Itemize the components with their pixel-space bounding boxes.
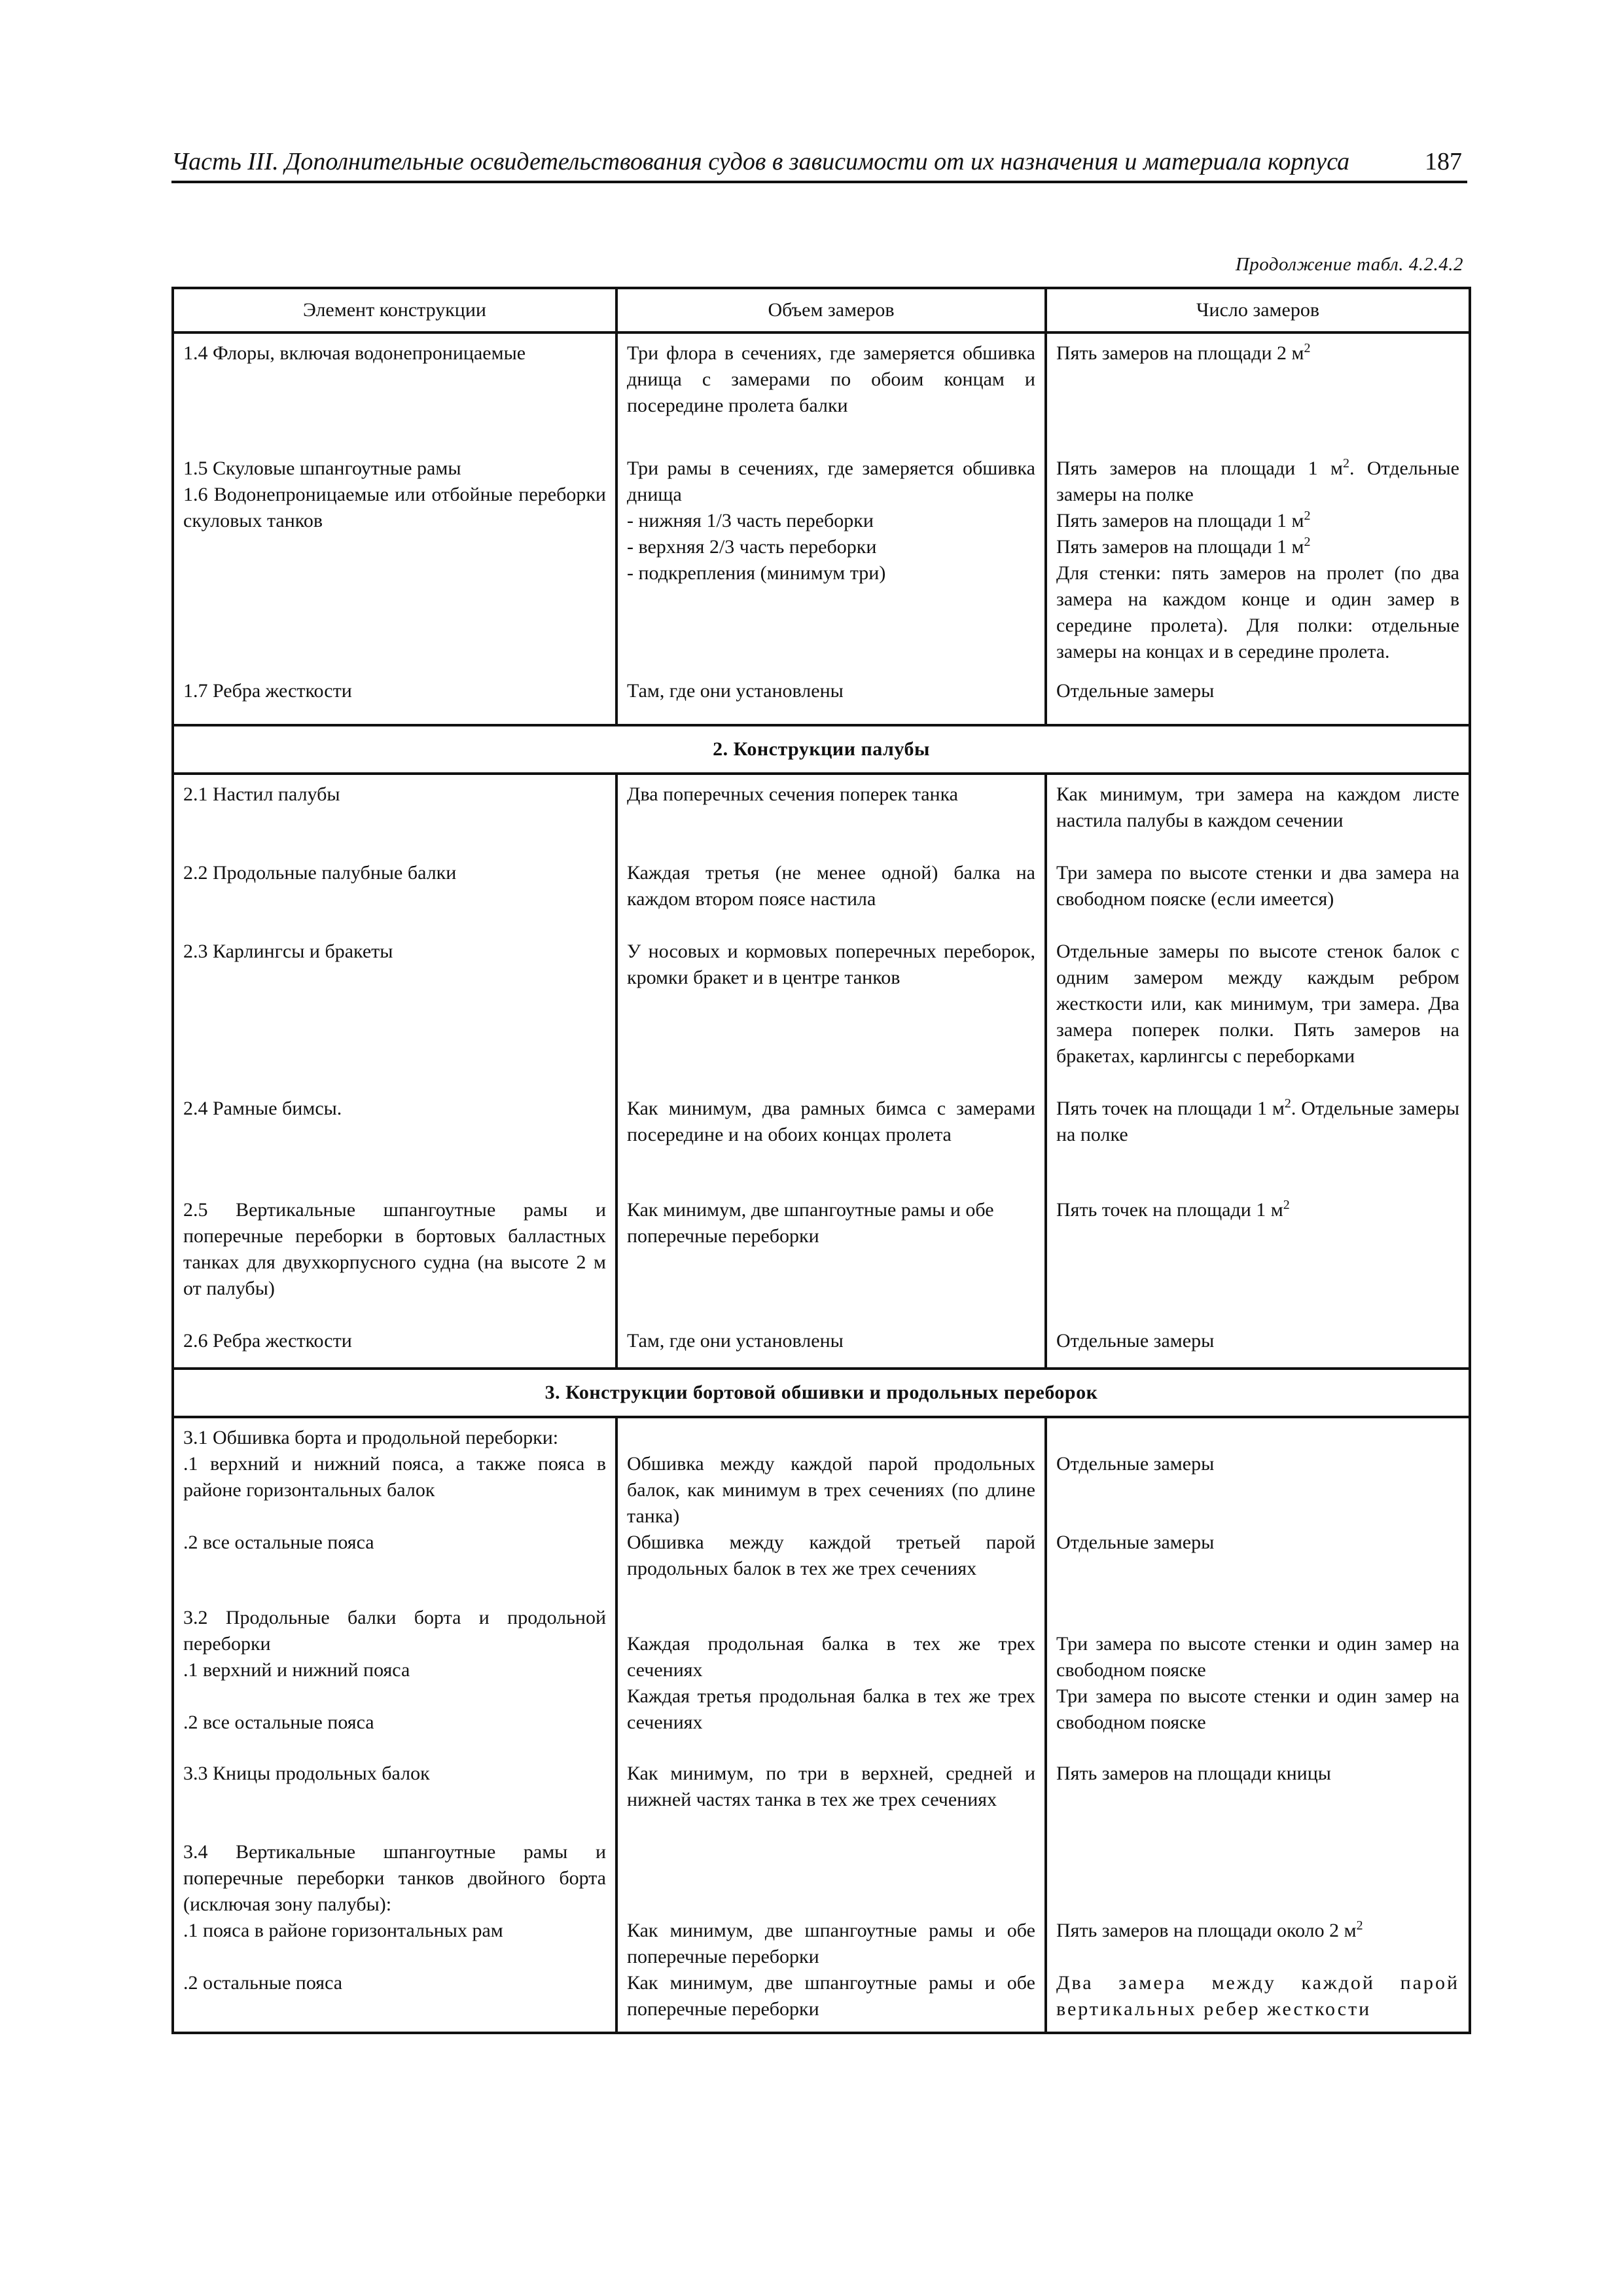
scope-text: Три рамы в сечениях, где замеряется обшивка днища bbox=[627, 457, 1035, 505]
element-cell bbox=[173, 1754, 616, 1833]
count-text: Пять точек на площади 1 $м^2$ bbox=[1056, 1198, 1290, 1221]
element-text: .2 остальные пояса bbox=[183, 1972, 343, 1994]
table-row bbox=[173, 332, 1470, 449]
element-cell bbox=[173, 672, 616, 725]
running-title: Часть III. Дополнительные освидетельствования судов в зависимости от их назначения и материала корпуса bbox=[171, 148, 1350, 175]
running-header bbox=[171, 143, 1467, 183]
count-cell bbox=[1046, 1598, 1470, 1754]
table-row bbox=[173, 853, 1470, 932]
count-cell bbox=[1046, 1089, 1470, 1191]
element-text: 3.4 Вертикальные шпангоутные рамы и поперечные переборки танков двойного борта (исключая зону палубы): bbox=[183, 1841, 606, 1915]
element-cell bbox=[173, 1089, 616, 1191]
scope-cell bbox=[616, 672, 1046, 725]
element-cell bbox=[173, 1417, 616, 1598]
table-caption: Продолжение табл. 4.2.4.2 bbox=[1235, 254, 1463, 275]
count-text: Два замера между каждой парой вертикальных ребер жесткости bbox=[1056, 1972, 1459, 2020]
scope-text: Каждая продольная балка в тех же трех сечениях bbox=[627, 1633, 1035, 1681]
count-cell bbox=[1046, 1833, 1470, 2033]
table-row bbox=[173, 1321, 1470, 1369]
count-text: Пять замеров на площади 1 $м^2$ bbox=[1056, 535, 1311, 558]
element-cell bbox=[173, 332, 616, 449]
count-text: Для стенки: пять замеров на пролет (по два замера на каждом конце и один замер в середине пролета). Для полки: отдельные замеры на концах и в середине пролета. bbox=[1056, 562, 1459, 662]
scope-text: - нижняя 1/3 часть переборки bbox=[627, 510, 874, 531]
count-text: Пять замеров на площади 1 $м^2$. Отдельные замеры на полке bbox=[1056, 456, 1459, 505]
scope-text: - подкрепления (минимум три) bbox=[627, 562, 886, 584]
element-text: 2.5 Вертикальные шпангоутные рамы и поперечные переборки в бортовых балластных танках для двухкорпусного судна (на высоте 2 м от палубы) bbox=[183, 1199, 606, 1299]
element-cell bbox=[173, 853, 616, 932]
column-header-count: Число замеров bbox=[1046, 288, 1470, 332]
count-text: Три замера по высоте стенки и один замер на свободном пояске bbox=[1056, 1685, 1459, 1733]
count-cell bbox=[1046, 1754, 1470, 1833]
count-cell bbox=[1046, 932, 1470, 1089]
count-text: Пять замеров на площади 1 $м^2$ bbox=[1056, 509, 1311, 531]
count-text: Пять замеров на площади 2 м bbox=[1056, 342, 1304, 364]
element-cell bbox=[173, 449, 616, 672]
element-text: 2.4 Рамные бимсы. bbox=[183, 1098, 342, 1119]
scope-cell bbox=[616, 1089, 1046, 1191]
scope-cell bbox=[616, 774, 1046, 853]
scope-cell bbox=[616, 1754, 1046, 1833]
table-row bbox=[173, 1191, 1470, 1321]
count-cell bbox=[1046, 1417, 1470, 1598]
element-cell bbox=[173, 774, 616, 853]
scope-text: Как минимум, две шпангоутные рамы и обе поперечные переборки bbox=[627, 1920, 1035, 1967]
count-cell bbox=[1046, 774, 1470, 853]
element-text: 1.7 Ребра жесткости bbox=[183, 680, 352, 702]
element-text: 2.1 Настил палубы bbox=[183, 783, 340, 805]
scope-cell bbox=[616, 1191, 1046, 1321]
count-text: Пять замеров на площади кницы bbox=[1056, 1763, 1331, 1784]
scope-text: У носовых и кормовых поперечных переборок, кромки бракет и в центре танков bbox=[627, 941, 1035, 988]
count-text: Отдельные замеры bbox=[1056, 1330, 1215, 1352]
element-text: .1 верхний и нижний пояса, а также пояса в районе горизонтальных балок bbox=[183, 1453, 606, 1501]
scope-text: Как минимум, два рамных бимса с замерами посередине и на обоих концах пролета bbox=[627, 1098, 1035, 1145]
count-cell bbox=[1046, 853, 1470, 932]
count-cell bbox=[1046, 332, 1470, 449]
element-text: 3.2 Продольные балки борта и продольной переборки bbox=[183, 1607, 606, 1655]
count-text: Три замера по высоте стенки и два замера на свободном пояске (если имеется) bbox=[1056, 862, 1459, 910]
scope-cell bbox=[616, 449, 1046, 672]
table-row bbox=[173, 1598, 1470, 1754]
count-text: Как минимум, три замера на каждом листе настила палубы в каждом сечении bbox=[1056, 783, 1459, 831]
count-cell bbox=[1046, 1191, 1470, 1321]
table-row bbox=[173, 1417, 1470, 1598]
page-number: 187 bbox=[1425, 148, 1462, 175]
scope-cell bbox=[616, 1833, 1046, 2033]
count-cell bbox=[1046, 672, 1470, 725]
scope-cell bbox=[616, 332, 1046, 449]
count-text: Отдельные замеры по высоте стенок балок с одним замером между каждым ребром жесткости или, как минимум, три замера. Два замера поперек полки. Пять замеров на бракетах, карлингсы с переборками bbox=[1056, 941, 1459, 1067]
count-text: Отдельные замеры bbox=[1056, 1532, 1215, 1553]
measurements-table bbox=[171, 287, 1471, 2034]
table-header-row bbox=[173, 288, 1470, 332]
scope-cell bbox=[616, 1417, 1046, 1598]
element-text: 1.4 Флоры, включая водонепроницаемые bbox=[183, 342, 526, 364]
element-cell bbox=[173, 1191, 616, 1321]
element-cell bbox=[173, 932, 616, 1089]
scope-cell bbox=[616, 853, 1046, 932]
count-text: Отдельные замеры bbox=[1056, 1453, 1215, 1475]
superscript: 2 bbox=[1304, 341, 1311, 355]
table-row bbox=[173, 774, 1470, 853]
column-header-scope: Объем замеров bbox=[616, 288, 1046, 332]
column-header-element: Элемент конструкции bbox=[173, 288, 616, 332]
scope-text: Как минимум, две шпангоутные рамы и обе поперечные переборки bbox=[627, 1199, 994, 1247]
section-row bbox=[173, 1369, 1470, 1417]
element-text: 3.3 Кницы продольных балок bbox=[183, 1763, 430, 1784]
table-row bbox=[173, 672, 1470, 725]
element-cell bbox=[173, 1598, 616, 1754]
scope-text: Два поперечных сечения поперек танка bbox=[627, 783, 959, 805]
scope-text: Там, где они установлены bbox=[627, 680, 844, 702]
section-row bbox=[173, 725, 1470, 774]
element-text: 3.1 Обшивка борта и продольной переборки: bbox=[183, 1427, 559, 1448]
scope-text: - верхняя 2/3 часть переборки bbox=[627, 536, 877, 558]
scope-text: Обшивка между каждой третьей парой продольных балок в тех же трех сечениях bbox=[627, 1532, 1035, 1579]
table-row bbox=[173, 932, 1470, 1089]
scope-text: Там, где они установлены bbox=[627, 1330, 844, 1352]
element-text: 1.5 Скуловые шпангоутные рамы bbox=[183, 457, 461, 479]
scope-text: Каждая третья (не менее одной) балка на каждом втором поясе настила bbox=[627, 862, 1035, 910]
scope-cell bbox=[616, 1598, 1046, 1754]
section-title: 2. Конструкции палубы bbox=[173, 725, 1470, 774]
element-text: 2.3 Карлингсы и бракеты bbox=[183, 941, 393, 962]
scope-cell bbox=[616, 932, 1046, 1089]
count-text: Три замера по высоте стенки и один замер на свободном пояске bbox=[1056, 1633, 1459, 1681]
table-row bbox=[173, 1833, 1470, 2033]
element-text: .2 все остальные пояса bbox=[183, 1712, 374, 1733]
element-cell bbox=[173, 1833, 616, 2033]
scope-text: Три флора в сечениях, где замеряется обшивка днища с замерами по обоим концам и посередине пролета балки bbox=[627, 342, 1035, 416]
scope-text: Каждая третья продольная балка в тех же трех сечениях bbox=[627, 1685, 1035, 1733]
count-text: Отдельные замеры bbox=[1056, 680, 1215, 702]
element-text: 2.2 Продольные палубные балки bbox=[183, 862, 457, 884]
scope-text: Как минимум, по три в верхней, средней и нижней частях танка в тех же трех сечениях bbox=[627, 1763, 1035, 1810]
count-cell bbox=[1046, 449, 1470, 672]
section-title: 3. Конструкции бортовой обшивки и продольных переборок bbox=[173, 1369, 1470, 1417]
count-text: Пять точек на площади 1 $м^2$. Отдельные замеры на полке bbox=[1056, 1096, 1459, 1145]
element-text: .1 пояса в районе горизонтальных рам bbox=[183, 1920, 503, 1941]
table-row bbox=[173, 1754, 1470, 1833]
table-row bbox=[173, 1089, 1470, 1191]
element-cell bbox=[173, 1321, 616, 1369]
scope-text: Как минимум, две шпангоутные рамы и обе поперечные переборки bbox=[627, 1972, 1035, 2020]
table-row bbox=[173, 449, 1470, 672]
element-text: 2.6 Ребра жесткости bbox=[183, 1330, 352, 1352]
scope-text: Обшивка между каждой парой продольных балок, как минимум в трех сечениях (по длине танка) bbox=[627, 1453, 1035, 1527]
element-text: .1 верхний и нижний пояса bbox=[183, 1659, 410, 1681]
element-text: .2 все остальные пояса bbox=[183, 1532, 374, 1553]
scope-cell bbox=[616, 1321, 1046, 1369]
element-text: 1.6 Водонепроницаемые или отбойные переборки скуловых танков bbox=[183, 484, 606, 531]
count-text: Пять замеров на площади около 2 $м^2$ bbox=[1056, 1918, 1363, 1941]
count-cell bbox=[1046, 1321, 1470, 1369]
